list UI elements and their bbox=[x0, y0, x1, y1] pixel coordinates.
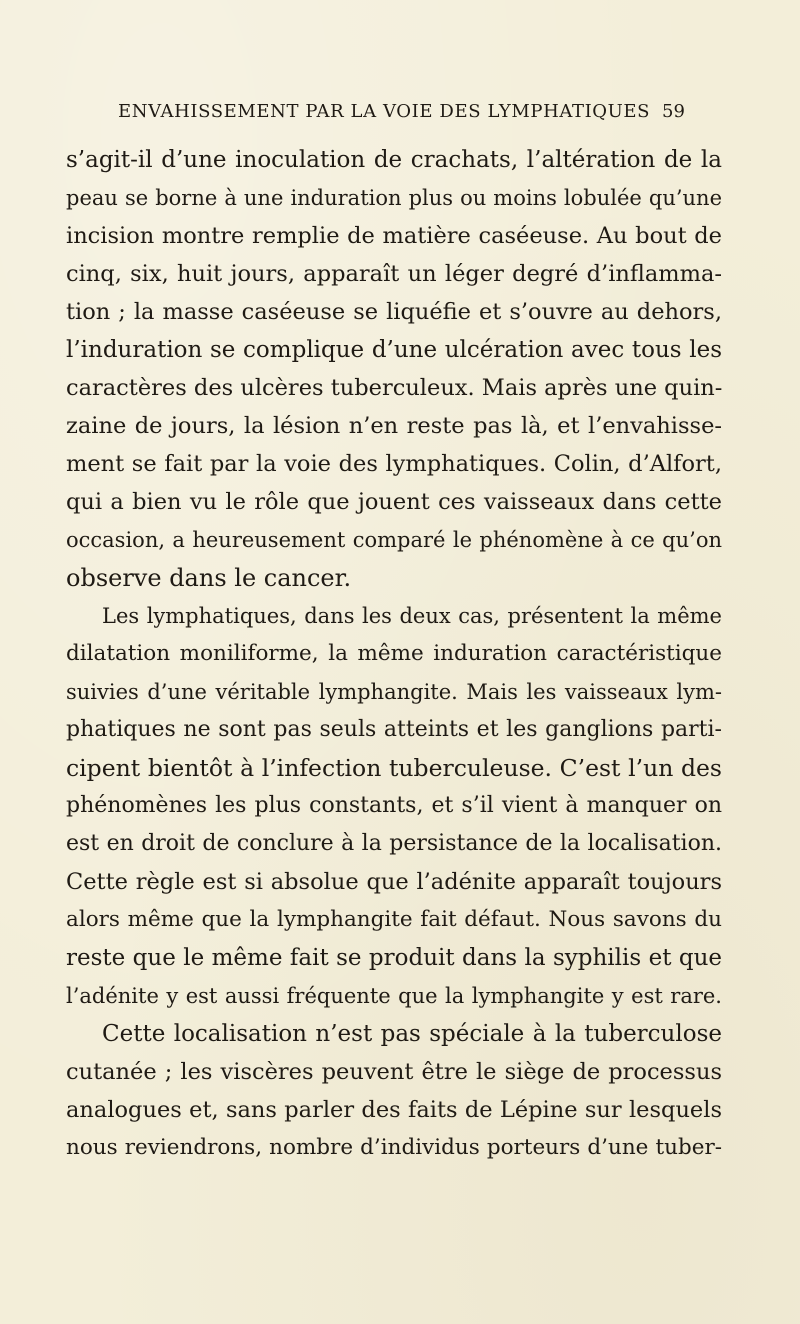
text-line: l’adénite y est aussi fréquente que la lymphangite y est rare. bbox=[66, 984, 722, 1008]
text-line: analogues et, sans parler des faits de Lépine sur lesquels bbox=[66, 1097, 722, 1123]
text-line: qui a bien vu le rôle que jouent ces vaisseaux dans cette bbox=[66, 489, 722, 515]
text-line: cutanée ; les viscères peuvent être le siège de processus bbox=[66, 1059, 722, 1085]
text-line: est en droit de conclure à la persistance de la localisation. bbox=[66, 831, 722, 856]
text-line: alors même que la lymphangite fait défaut. Nous savons du bbox=[66, 907, 722, 932]
text-line: phénomènes les plus constants, et s’il vient à manquer on bbox=[66, 793, 722, 818]
text-line: cinq, six, huit jours, apparaît un léger degré d’inflamma- bbox=[66, 261, 722, 287]
text-line: l’induration se complique d’une ulcération avec tous les bbox=[66, 337, 722, 363]
paragraph-end-line: observe dans le cancer. bbox=[66, 564, 352, 592]
running-head bbox=[118, 101, 678, 122]
text-line: zaine de jours, la lésion n’en reste pas là, et l’envahisse- bbox=[66, 413, 722, 439]
running-title: ENVAHISSEMENT PAR LA VOIE DES LYMPHATIQUES bbox=[118, 101, 651, 122]
text-line: caractères des ulcères tuberculeux. Mais après une quin- bbox=[66, 375, 723, 401]
text-line: reste que le même fait se produit dans la syphilis et que bbox=[66, 945, 722, 971]
text-line: nous reviendrons, nombre d’individus porteurs d’une tuber- bbox=[66, 1135, 722, 1160]
text-line: ment se fait par la voie des lymphatiques. Colin, d’Alfort, bbox=[66, 451, 722, 477]
text-line: occasion, a heureusement comparé le phénomène à ce qu’on bbox=[66, 528, 722, 552]
text-line: tion ; la masse caséeuse se liquéfie et s’ouvre au dehors, bbox=[66, 299, 722, 325]
text-line: suivies d’une véritable lymphangite. Mais les vaisseaux lym- bbox=[66, 680, 722, 704]
text-line: cipent bientôt à l’infection tuberculeuse. C’est l’un des bbox=[66, 754, 722, 782]
paragraph-start-line: Cette localisation n’est pas spéciale à la tuberculose bbox=[102, 1021, 722, 1047]
text-line: phatiques ne sont pas seuls atteints et les ganglions parti- bbox=[66, 717, 722, 742]
paragraph-start-line: Les lymphatiques, dans les deux cas, présentent la même bbox=[102, 604, 722, 628]
text-line: s’agit-il d’une inoculation de crachats, l’altération de la bbox=[66, 147, 722, 173]
page-number: 59 bbox=[662, 101, 685, 122]
text-line: Cette règle est si absolue que l’adénite apparaît toujours bbox=[66, 869, 722, 895]
text-line: dilatation moniliforme, la même induration caractéristique bbox=[66, 641, 722, 666]
text-line: incision montre remplie de matière caséeuse. Au bout de bbox=[66, 223, 722, 249]
text-line: peau se borne à une induration plus ou moins lobulée qu’une bbox=[66, 186, 722, 210]
